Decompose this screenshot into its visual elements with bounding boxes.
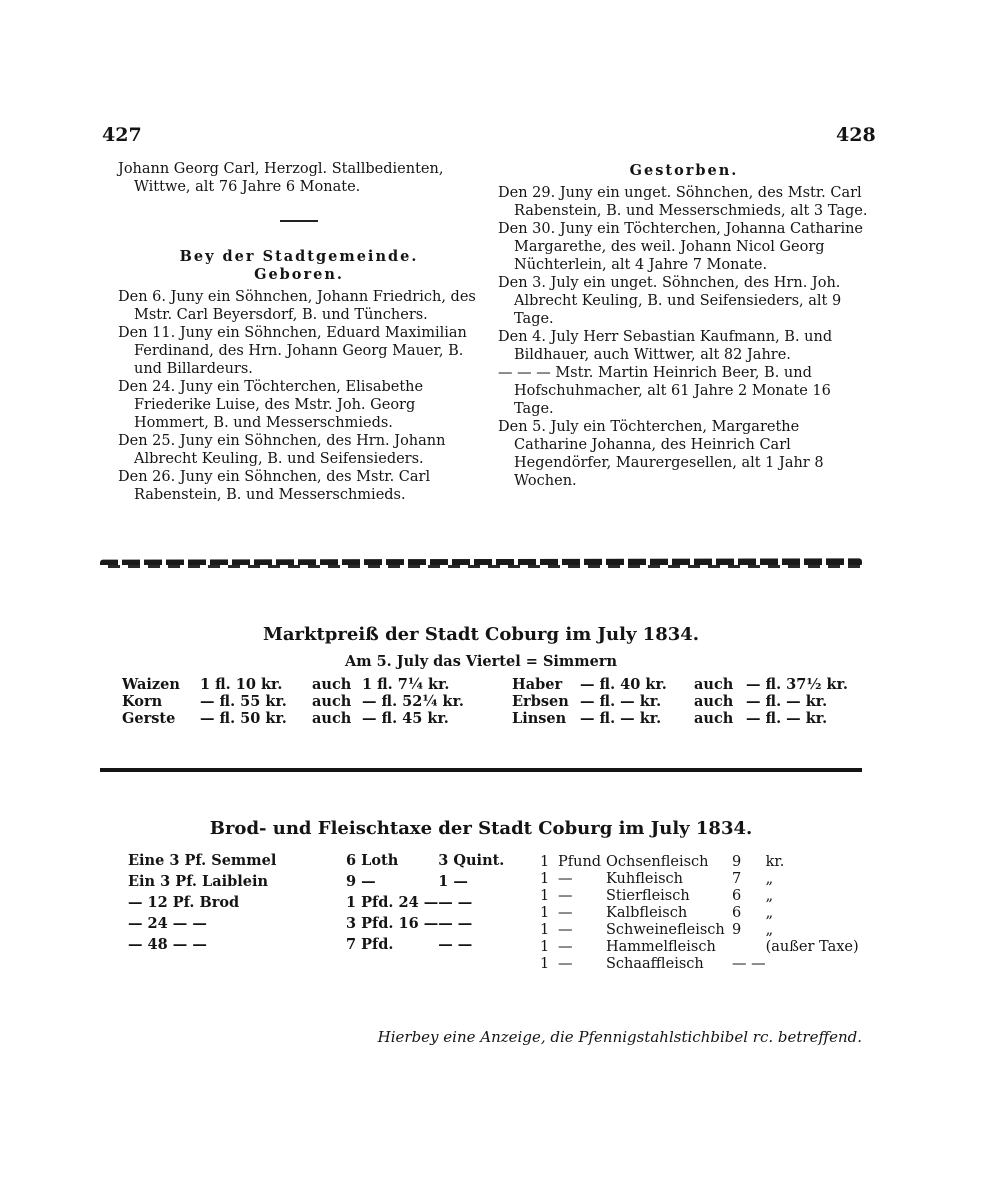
meat-qty: 1 bbox=[540, 922, 550, 938]
meat-row bbox=[540, 922, 859, 939]
meat-unit-suffix: „ bbox=[765, 922, 774, 938]
birth-entry: Den 26. Juny ein Söhnchen, des Mstr. Carl Rabenstein, B. und Messerschmieds. bbox=[118, 469, 431, 503]
price-conj: auch bbox=[312, 676, 352, 693]
subsection-title-geboren: Geboren. bbox=[254, 266, 344, 283]
bread-row bbox=[128, 934, 504, 955]
bread-quint: — — bbox=[438, 915, 473, 932]
meat-price: 6 bbox=[732, 905, 742, 921]
meat-row bbox=[540, 888, 859, 905]
meat-unit: — bbox=[558, 939, 573, 955]
bread-item: — 24 — — bbox=[128, 915, 207, 932]
meat-price: 9 bbox=[732, 854, 742, 870]
bread-row bbox=[128, 871, 504, 892]
price-to: — fl. — kr. bbox=[746, 693, 828, 710]
meat-unit: — bbox=[558, 871, 573, 887]
footer-notice: Hierbey eine Anzeige, die Pfennigstahlstichbibel rc. betreffend. bbox=[377, 1028, 862, 1046]
price-to: — fl. 37½ kr. bbox=[746, 676, 848, 693]
bread-item: — 12 Pf. Brod bbox=[128, 894, 240, 911]
death-entry: Den 30. Juny ein Töchterchen, Johanna Catharine Margarethe, des weil. Johann Nicol Georg Nüchterlein, alt 4 Jahre 7 Monate. bbox=[498, 221, 864, 273]
price-from: — fl. 40 kr. bbox=[580, 676, 667, 693]
price-row bbox=[122, 693, 468, 710]
death-entry: Den 4. July Herr Sebastian Kaufmann, B. und Bildhauer, auch Wittwer, alt 82 Jahre. bbox=[498, 329, 833, 363]
meat-kind: Kuhfleisch bbox=[606, 871, 683, 887]
price-conj: auch bbox=[694, 676, 734, 693]
price-to: — fl. 45 kr. bbox=[362, 710, 449, 727]
price-row bbox=[122, 676, 468, 693]
section-divider bbox=[280, 220, 318, 222]
meat-price: 7 bbox=[732, 871, 742, 887]
meat-row bbox=[540, 905, 859, 922]
death-entry: — — — Mstr. Martin Heinrich Beer, B. und Hofschuhmacher, alt 61 Jahre 2 Monate 16 Tage. bbox=[498, 365, 831, 417]
meat-unit-suffix: „ bbox=[765, 905, 774, 921]
horizontal-rule bbox=[100, 768, 862, 772]
right-column bbox=[498, 162, 870, 490]
bread-row bbox=[128, 850, 504, 871]
meat-kind: Kalbfleisch bbox=[606, 905, 688, 921]
meat-qty: 1 bbox=[540, 905, 550, 921]
birth-entry: Den 6. Juny ein Söhnchen, Johann Friedrich, des Mstr. Carl Beyersdorf, B. und Tünchers. bbox=[118, 289, 476, 323]
price-from: — fl. — kr. bbox=[580, 710, 662, 727]
page-number-right: 428 bbox=[836, 124, 876, 146]
bread-quint: — — bbox=[438, 894, 473, 911]
price-from: 1 fl. 10 kr. bbox=[200, 676, 283, 693]
meat-price: 6 bbox=[732, 888, 742, 904]
meat-row bbox=[540, 871, 859, 888]
bread-quint: 1 — bbox=[438, 873, 468, 890]
grain-name: Korn bbox=[122, 693, 163, 710]
meat-qty: 1 bbox=[540, 939, 550, 955]
price-from: — fl. 50 kr. bbox=[200, 710, 287, 727]
meat-unit: — bbox=[558, 905, 573, 921]
price-row bbox=[512, 693, 852, 710]
bread-weight: 3 Pfd. 16 — bbox=[346, 915, 439, 932]
grain-name: Gerste bbox=[122, 710, 176, 727]
left-column bbox=[118, 160, 480, 504]
meat-unit-suffix: kr. bbox=[765, 854, 785, 870]
price-conj: auch bbox=[312, 693, 352, 710]
price-to: — fl. — kr. bbox=[746, 710, 828, 727]
price-from: — fl. — kr. bbox=[580, 693, 662, 710]
intro-entry: Johann Georg Carl, Herzogl. Stallbedienten, Wittwe, alt 76 Jahre 6 Monate. bbox=[118, 161, 444, 195]
bread-item: Eine 3 Pf. Semmel bbox=[128, 852, 277, 869]
death-entry: Den 29. Juny ein unget. Söhnchen, des Mstr. Carl Rabenstein, B. und Messerschmieds, alt 3 Tage. bbox=[498, 185, 868, 219]
meat-kind: Schaaffleisch bbox=[606, 956, 704, 972]
meat-qty: 1 bbox=[540, 888, 550, 904]
meat-qty: 1 bbox=[540, 854, 550, 870]
grain-name: Erbsen bbox=[512, 693, 569, 710]
bread-row bbox=[128, 913, 504, 934]
market-title: Marktpreiß der Stadt Coburg im July 1834. bbox=[262, 624, 700, 645]
meat-unit-suffix: „ bbox=[765, 871, 774, 887]
meat-unit: Pfund bbox=[558, 854, 602, 870]
meat-row bbox=[540, 956, 859, 973]
section-title-gestorben: Gestorben. bbox=[629, 162, 739, 179]
meat-unit: — bbox=[558, 922, 573, 938]
meat-unit-suffix: (außer Taxe) bbox=[765, 939, 859, 955]
meat-unit-suffix: „ bbox=[765, 888, 774, 904]
bread-weight: 7 Pfd. bbox=[346, 936, 394, 953]
meat-unit: — bbox=[558, 956, 573, 972]
bread-item: Ein 3 Pf. Laiblein bbox=[128, 873, 269, 890]
meat-kind: Ochsenfleisch bbox=[606, 854, 709, 870]
meat-tax-table bbox=[540, 854, 859, 973]
bread-tax-table bbox=[128, 850, 504, 955]
grain-name: Linsen bbox=[512, 710, 567, 727]
meat-qty: 1 bbox=[540, 956, 550, 972]
grain-name: Waizen bbox=[122, 676, 180, 693]
bread-weight: 9 — bbox=[346, 873, 376, 890]
bread-weight: 6 Loth bbox=[346, 852, 399, 869]
section-title-stadtgemeinde: Bey der Stadtgemeinde. bbox=[179, 248, 419, 265]
meat-price: 9 bbox=[732, 922, 742, 938]
bread-item: — 48 — — bbox=[128, 936, 207, 953]
price-row bbox=[512, 710, 852, 727]
price-row bbox=[512, 676, 852, 693]
tax-title: Brod- und Fleischtaxe der Stadt Coburg im July 1834. bbox=[209, 818, 753, 839]
price-conj: auch bbox=[694, 693, 734, 710]
meat-row bbox=[540, 854, 859, 871]
price-to: 1 fl. 7¼ kr. bbox=[362, 676, 450, 693]
bread-weight: 1 Pfd. 24 — bbox=[346, 894, 439, 911]
birth-entry: Den 25. Juny ein Söhnchen, des Hrn. Johann Albrecht Keuling, B. und Seifensieders. bbox=[118, 433, 446, 467]
page-number-left: 427 bbox=[102, 124, 142, 146]
bread-quint: 3 Quint. bbox=[438, 852, 505, 869]
bread-row bbox=[128, 892, 504, 913]
price-row bbox=[122, 710, 468, 727]
meat-price bbox=[732, 939, 766, 956]
meat-unit-suffix bbox=[766, 956, 859, 973]
death-entry: Den 3. July ein unget. Söhnchen, des Hrn. Joh. Albrecht Keuling, B. und Seifensieders, alt 9 Tage. bbox=[498, 275, 842, 327]
death-entry: Den 5. July ein Töchterchen, Margarethe Catharine Johanna, des Heinrich Carl Hegendörfer, Maurergesellen, alt 1 Jahr 8 Wochen. bbox=[498, 419, 824, 489]
market-prices-left bbox=[122, 676, 468, 727]
bread-quint: — — bbox=[438, 936, 473, 953]
birth-entry: Den 24. Juny ein Töchterchen, Elisabethe Friederike Luise, des Mstr. Joh. Georg Hommert, B. und Messerschmieds. bbox=[118, 379, 424, 431]
grain-name: Haber bbox=[512, 676, 563, 693]
meat-kind: Stierfleisch bbox=[606, 888, 690, 904]
price-from: — fl. 55 kr. bbox=[200, 693, 287, 710]
meat-row bbox=[540, 939, 859, 956]
market-subtitle: Am 5. July das Viertel = Simmern bbox=[344, 653, 618, 670]
price-to: — fl. 52¼ kr. bbox=[362, 693, 464, 710]
price-conj: auch bbox=[312, 710, 352, 727]
wavy-divider-underline bbox=[100, 565, 862, 568]
meat-unit: — bbox=[558, 888, 573, 904]
meat-price: — — bbox=[732, 956, 766, 972]
price-conj: auch bbox=[694, 710, 734, 727]
meat-qty: 1 bbox=[540, 871, 550, 887]
meat-kind: Schweinefleisch bbox=[606, 922, 725, 938]
market-prices-right bbox=[512, 676, 852, 727]
birth-entry: Den 11. Juny ein Söhnchen, Eduard Maximilian Ferdinand, des Hrn. Johann Georg Mauer, B. und Billardeurs. bbox=[118, 325, 467, 377]
meat-kind: Hammelfleisch bbox=[606, 939, 716, 955]
